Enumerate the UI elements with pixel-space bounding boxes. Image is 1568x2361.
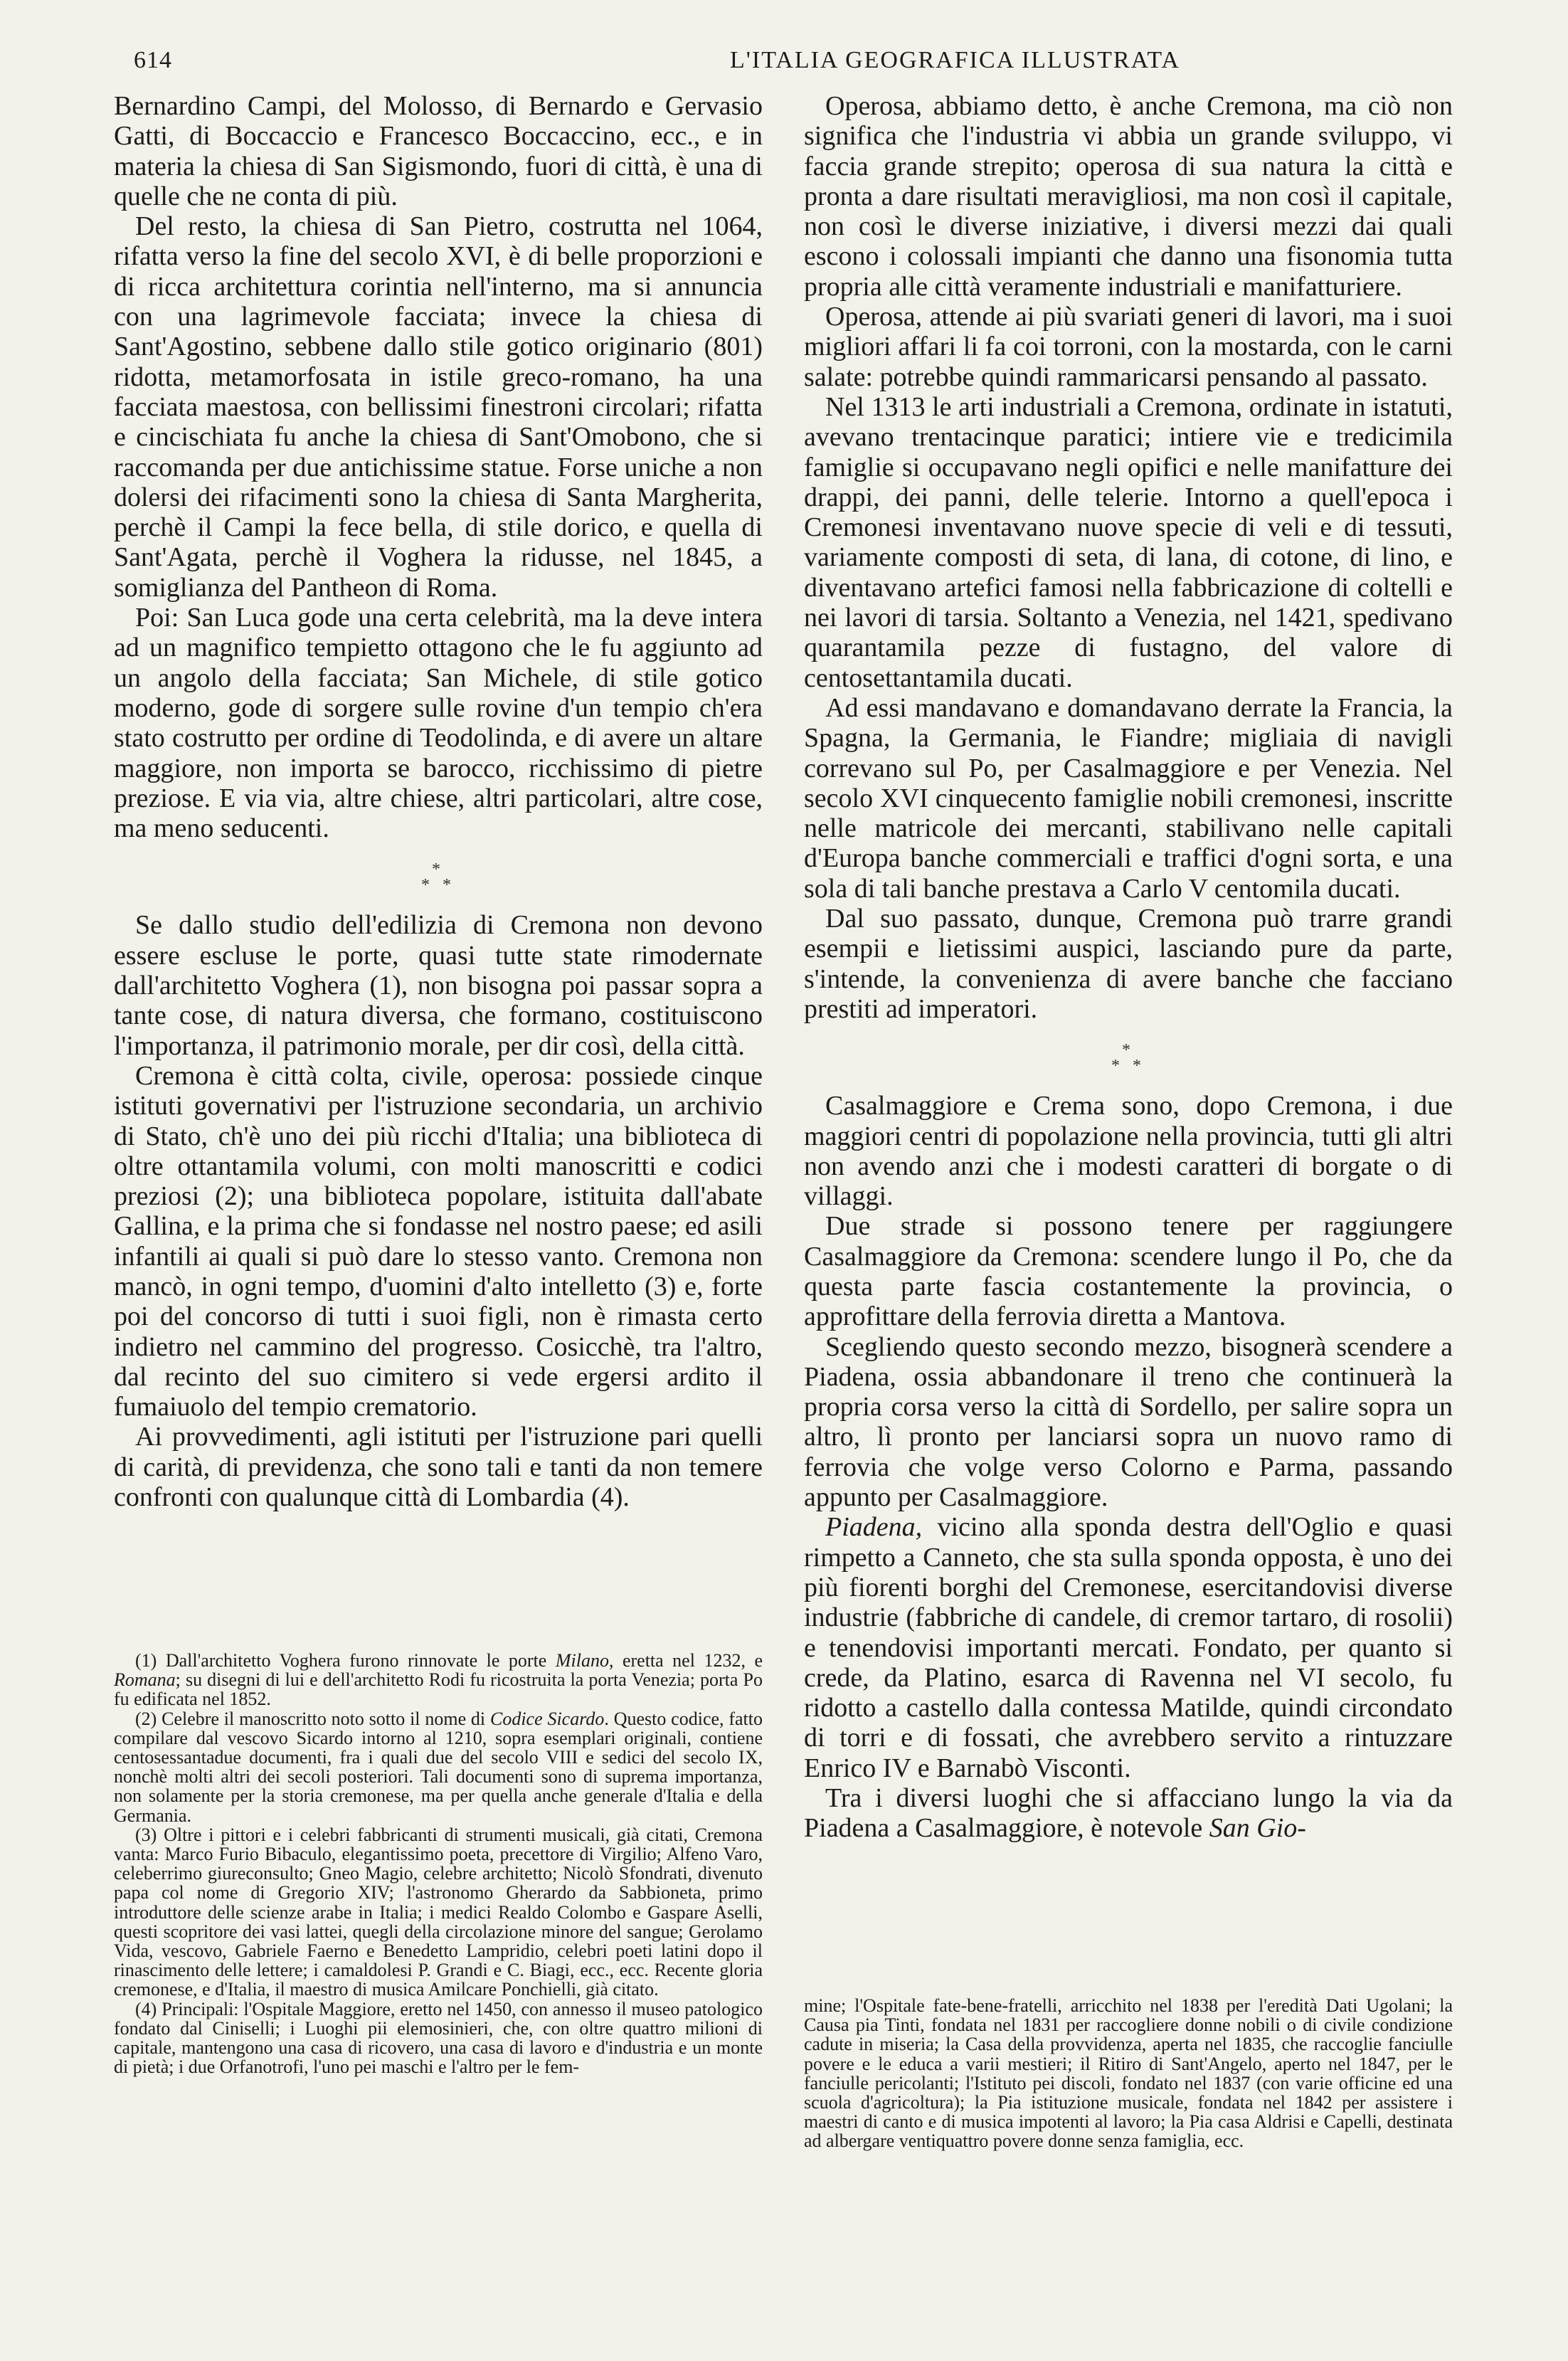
page-header: [114, 47, 1455, 78]
paragraph: Bernardino Campi, del Molosso, di Bernardo e Gervasio Gatti, di Boccaccio e Francesco Boccaccino, ecc., e in materia la chiesa di San Sigismondo, fuori di città, è una di quelle che ne conta di più.: [114, 91, 763, 211]
footnote-1: (1) Dall'architetto Voghera furono rinnovate le porte Milano, eretta nel 1232, e Romana; su disegni di lui e dell'architetto Rodi fu ricostruita la porta Venezia; porta Po fu edificata nel 1852.: [114, 1650, 763, 1710]
right-column: [804, 91, 1453, 1844]
paragraph: Dal suo passato, dunque, Cremona può trarre grandi esempii e lietissimi auspici, lasciando pure da parte, s'intende, la convenienza di avere banche che facciano prestiti ad imperatori.: [804, 904, 1453, 1024]
section-separator: [114, 862, 763, 893]
footnotes-right: [804, 1996, 1453, 2151]
running-head: L'ITALIA GEOGRAFICA ILLUSTRATA: [730, 47, 1180, 73]
separator-star-top: *: [432, 860, 445, 880]
section-separator: [804, 1042, 1453, 1074]
paragraph: Se dallo studio dell'edilizia di Cremona non devono essere escluse le porte, quasi tutte state rimodernate dall'architetto Voghera (1), non bisogna poi passar sopra a tante cose, di natura diversa, che formano, costituiscono l'importanza, il patrimonio morale, per dir così, della città.: [114, 910, 763, 1061]
left-column: [114, 91, 763, 1512]
footnote-3: (3) Oltre i pittori e i celebri fabbricanti di strumenti musicali, già citati, Cremona vanta: Marco Furio Bibaculo, elegantissimo poeta, precettore di Virgilio; Alfeno Varo, celeberrimo giureconsulto; Gneo Magio, celebre architetto; Nicolò Sfondrati, divenuto papa col nome di Gregorio XIV; l'astronomo Gherardo da Sabbioneta, primo introduttore delle scienze arabe in Italia; i medici Realdo Colombo e Gaspare Aselli, questi scopritore dei vasi lattei, quegli della circolazione minore del sangue; Gerolamo Vida, vescovo, Gabriele Faerno e Benedetto Lampridio, celebri poeti latini dopo il rinascimento delle lettere; i camaldolesi P. Grandi e C. Biagi, ecc., ecc. Recente gloria cremonese, e d'Italia, il maestro di musica Amilcare Ponchielli, già citato.: [114, 1824, 763, 2000]
separator-star-bottom: * *: [1111, 1057, 1145, 1076]
page-number: 614: [134, 47, 172, 73]
separator-star-top: *: [1122, 1041, 1135, 1060]
footnotes-left: [114, 1651, 763, 2076]
paragraph: Ai provvedimenti, agli istituti per l'istruzione pari quelli di carità, di previdenza, che sono tali e tanti da non temere confronti con qualunque città di Lombardia (4).: [114, 1422, 763, 1513]
paragraph: Poi: San Luca gode una certa celebrità, ma la deve intera ad un magnifico tempietto ottagono che le fu aggiunto ad un angolo della facciata; San Michele, di stile gotico moderno, gode di sorgere sulle rovine d'un tempio ch'era stato costrutto per ordine di Teodolinda, e di avere un altare maggiore, non importa se barocco, ricchissimo di pietre preziose. E via via, altre chiese, altri particolari, altre cose, ma meno seducenti.: [114, 603, 763, 844]
paragraph: Operosa, abbiamo detto, è anche Cremona, ma ciò non significa che l'industria vi abbia un grande sviluppo, vi faccia grande strepito; operosa di sua natura la città e pronta a dare risultati meravigliosi, ma non così il capitale, non così le diverse iniziative, i diversi mezzi dai quali escono i colossali impianti che danno una fisonomia tutta propria alle città veramente industriali e manifatturiere.: [804, 91, 1453, 302]
paragraph: Cremona è città colta, civile, operosa: possiede cinque istituti governativi per l'istruzione secondaria, un archivio di Stato, ch'è uno dei più ricchi d'Italia; una biblioteca di oltre ottantamila volumi, con molti manoscritti e codici preziosi (2); una biblioteca popolare, istituita dall'abate Gallina, e la prima che si fondasse nel nostro paese; ed asili infantili ai quali si può dare lo stesso vanto. Cremona non mancò, in ogni tempo, d'uomini d'alto intelletto (3) e, forte poi del concorso di tutti i suoi figli, non è rimasta certo indietro nel cammino del progresso. Cosicchè, tra l'altro, dal recinto del suo cimitero si vede ergersi ardito il fumaiuolo del tempio crematorio.: [114, 1060, 763, 1422]
paragraph: Ad essi mandavano e domandavano derrate la Francia, la Spagna, la Germania, le Fiandre; migliaia di navigli correvano sul Po, per Casalmaggiore e per Venezia. Nel secolo XVI cinquecento famiglie nobili cremonesi, inscritte nelle matricole dei mercanti, stabilivano nelle capitali d'Europa banche commerciali e traffici d'ogni sorta, e una sola di tali banche prestava a Carlo V centomila ducati.: [804, 692, 1453, 904]
footnote-4-continued: mine; l'Ospitale fate-bene-fratelli, arricchito nel 1838 per l'eredità Dati Ugolani; la Causa pia Tinti, fondata nel 1831 per raccogliere donne nobili o di civile condizione cadute in miseria; la Casa della provvidenza, aperta nel 1835, che raccoglie fanciulle povere e le educa a varii mestieri; il Ritiro di Sant'Angelo, aperto nel 1847, per le fanciulle pericolanti; l'Istituto pei discoli, fondato nel 1837 (con varie officine ed una scuola d'agricoltura); la Pia istituzione musicale, fondata nel 1842 per assistere i maestri di canto e di musica impotenti al lavoro; la Pia casa Aldrisi e Capelli, destinata ad albergare ventiquattro povere donne senza famiglia, ecc.: [804, 1995, 1453, 2152]
paragraph: Del resto, la chiesa di San Pietro, costrutta nel 1064, rifatta verso la fine del secolo XVI, è di belle proporzioni e di ricca architettura corintia nell'interno, ma si annuncia con una lagrimevole facciata; invece la chiesa di Sant'Agostino, sebbene dallo stile gotico originario (801) ridotta, metamorfosata in istile greco-romano, ha una facciata maestosa, con bellissimi finestroni circolari; rifatta e cincischiata fu anche la chiesa di Sant'Omobono, che si raccomanda per due antichissime statue. Forse uniche a non dolersi dei rifacimenti sono la chiesa di Santa Margherita, perchè il Campi la fece bella, di stile dorico, e quella di Sant'Agata, perchè il Voghera la ridusse, nel 1845, a somiglianza del Pantheon di Roma.: [114, 211, 763, 603]
place-name: Piadena,: [825, 1512, 923, 1543]
paragraph: Tra i diversi luoghi che si affacciano lungo la via da Piadena a Casalmaggiore, è notevole San Gio-: [804, 1783, 1453, 1844]
paragraph: Operosa, attende ai più svariati generi di lavori, ma i suoi migliori affari li fa coi torroni, con la mostarda, con le carni salate: potrebbe quindi rammaricarsi pensando al passato.: [804, 302, 1453, 392]
paragraph: Nel 1313 le arti industriali a Cremona, ordinate in istatuti, avevano trentacinque paratici; intiere vie e tredicimila famiglie si occupavano negli opifici e nelle manifatture dei drappi, dei panni, delle telerie. Intorno a quell'epoca i Cremonesi inventavano nuove specie di veli e di tessuti, variamente composti di seta, di lana, di cotone, di lino, e diventavano artefici famosi nella fabbricazione di coltelli e nei lavori di tarsia. Soltanto a Venezia, nel 1421, spedivano quarantamila pezze di fustagno, del valore di centosettantamila ducati.: [804, 391, 1453, 693]
footnote-2: (2) Celebre il manoscritto noto sotto il nome di Codice Sicardo. Questo codice, fatto compilare dal vescovo Sicardo intorno al 1210, sopra esemplari originali, contiene centosessantadue documenti, fra i quali due del secolo VIII e sedici del secolo IX, nonchè molti altri dei secoli posteriori. Tali documenti sono di suprema importanza, non solamente per la storia cremonese, ma per quella anche generale d'Italia e della Germania.: [114, 1708, 763, 1826]
paragraph: Scegliendo questo secondo mezzo, bisognerà scendere a Piadena, ossia abbandonare il treno che continuerà la propria corsa verso la città di Sordello, per salire sopra un altro, lì pronto per lanciarsi sopra un nuovo ramo di ferrovia che volge verso Colorno e Parma, passando appunto per Casalmaggiore.: [804, 1331, 1453, 1513]
paragraph: Due strade si possono tenere per raggiungere Casalmaggiore da Cremona: scendere lungo il Po, che da questa parte fascia costantemente la provincia, o approfittare della ferrovia diretta a Mantova.: [804, 1211, 1453, 1332]
paragraph-piadena: Piadena, vicino alla sponda destra dell'Oglio e quasi rimpetto a Canneto, che sta sulla sponda opposta, è uno dei più fiorenti borghi del Cremonese, esercitandovisi diverse industrie (fabbriche di candele, di cremor tartaro, di rosolii) e tenendovisi importanti mercati. Fondato, per quanto si crede, da Platino, esarca di Ravenna nel VI secolo, fu ridotto a castello dalla contessa Matilde, quindi circondato di torri e di fossati, che avrebbero servito a rintuzzare Enrico IV e Barnabò Visconti.: [804, 1512, 1453, 1783]
footnote-4: (4) Principali: l'Ospitale Maggiore, eretto nel 1450, con annesso il museo patologico fondato dal Ciniselli; i Luoghi pii elemosinieri, che, con oltre quattro milioni di capitale, mantengono una casa di ricovero, una casa di lavoro e d'industria e un monte di pietà; i due Orfanotrofi, l'uno pei maschi e l'altro per le fem-: [114, 1998, 763, 2078]
paragraph: Casalmaggiore e Crema sono, dopo Cremona, i due maggiori centri di popolazione nella provincia, tutti gli altri non avendo anzi che i modesti caratteri di borgate o di villaggi.: [804, 1091, 1453, 1212]
separator-star-bottom: * *: [421, 876, 455, 895]
place-name: San Gio-: [1209, 1813, 1306, 1844]
